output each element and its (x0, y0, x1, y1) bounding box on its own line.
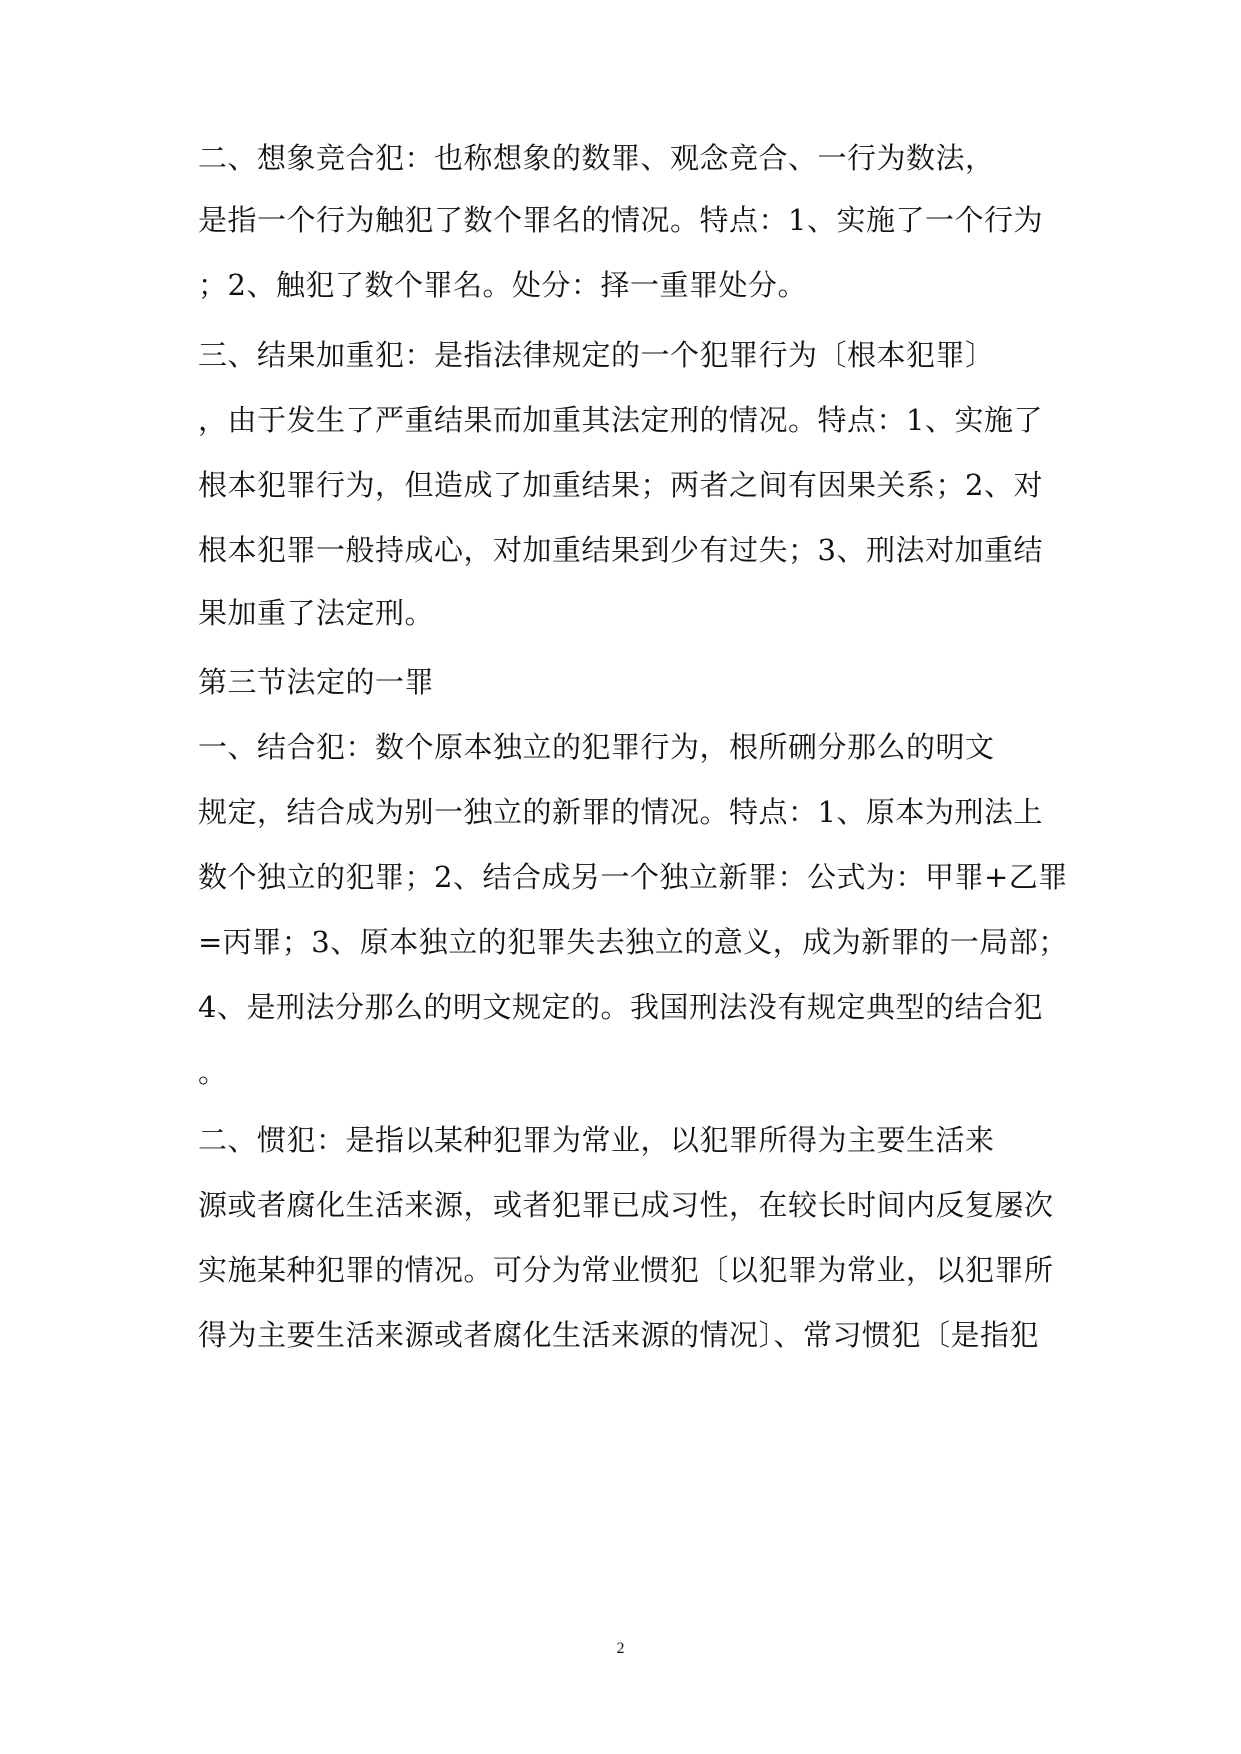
text-line: ；2、触犯了数个罪名。处分：择一重罪处分。 (198, 268, 807, 302)
text-line: 4、是刑法分那么的明文规定的。我国刑法没有规定典型的结合犯 (198, 990, 1043, 1024)
text-line: 规定，结合成为别一独立的新罪的情况。特点：1、原本为刑法上 (198, 795, 1043, 829)
text-line: 三、结果加重犯：是指法律规定的一个犯罪行为〔根本犯罪〕 (198, 338, 995, 372)
text-line: 是指一个行为触犯了数个罪名的情况。特点：1、实施了一个行为 (198, 203, 1043, 237)
text-line: 实施某种犯罪的情况。可分为常业惯犯〔以犯罪为常业，以犯罪所 (198, 1253, 1054, 1287)
text-line: 根本犯罪行为，但造成了加重结果；两者之间有因果关系；2、对 (198, 468, 1043, 502)
text-line: 二、想象竞合犯：也称想象的数罪、观念竞合、一行为数法， (198, 141, 995, 175)
text-line: 得为主要生活来源或者腐化生活来源的情况〕、常习惯犯〔是指犯 (198, 1318, 1040, 1352)
section-heading: 第三节法定的一罪 (198, 665, 435, 699)
text-line: ，由于发生了严重结果而加重其法定刑的情况。特点：1、实施了 (198, 403, 1043, 437)
text-line: 源或者腐化生活来源，或者犯罪已成习性，在较长时间内反复屡次 (198, 1188, 1054, 1222)
text-line: =丙罪；3、原本独立的犯罪失去独立的意义，成为新罪的一局部； (198, 925, 1068, 959)
page-number: 2 (616, 1640, 625, 1657)
text-line: 数个独立的犯罪；2、结合成另一个独立新罪：公式为：甲罪+乙罪 (198, 860, 1068, 894)
text-line: 。 (198, 1055, 228, 1089)
text-line: 果加重了法定刑。 (198, 596, 435, 630)
text-line: 一、结合犯：数个原本独立的犯罪行为，根所硎分那么的明文 (198, 730, 995, 764)
text-line: 根本犯罪一般持成心，对加重结果到少有过失；3、刑法对加重结 (198, 533, 1043, 567)
text-line: 二、惯犯：是指以某种犯罪为常业，以犯罪所得为主要生活来 (198, 1123, 995, 1157)
